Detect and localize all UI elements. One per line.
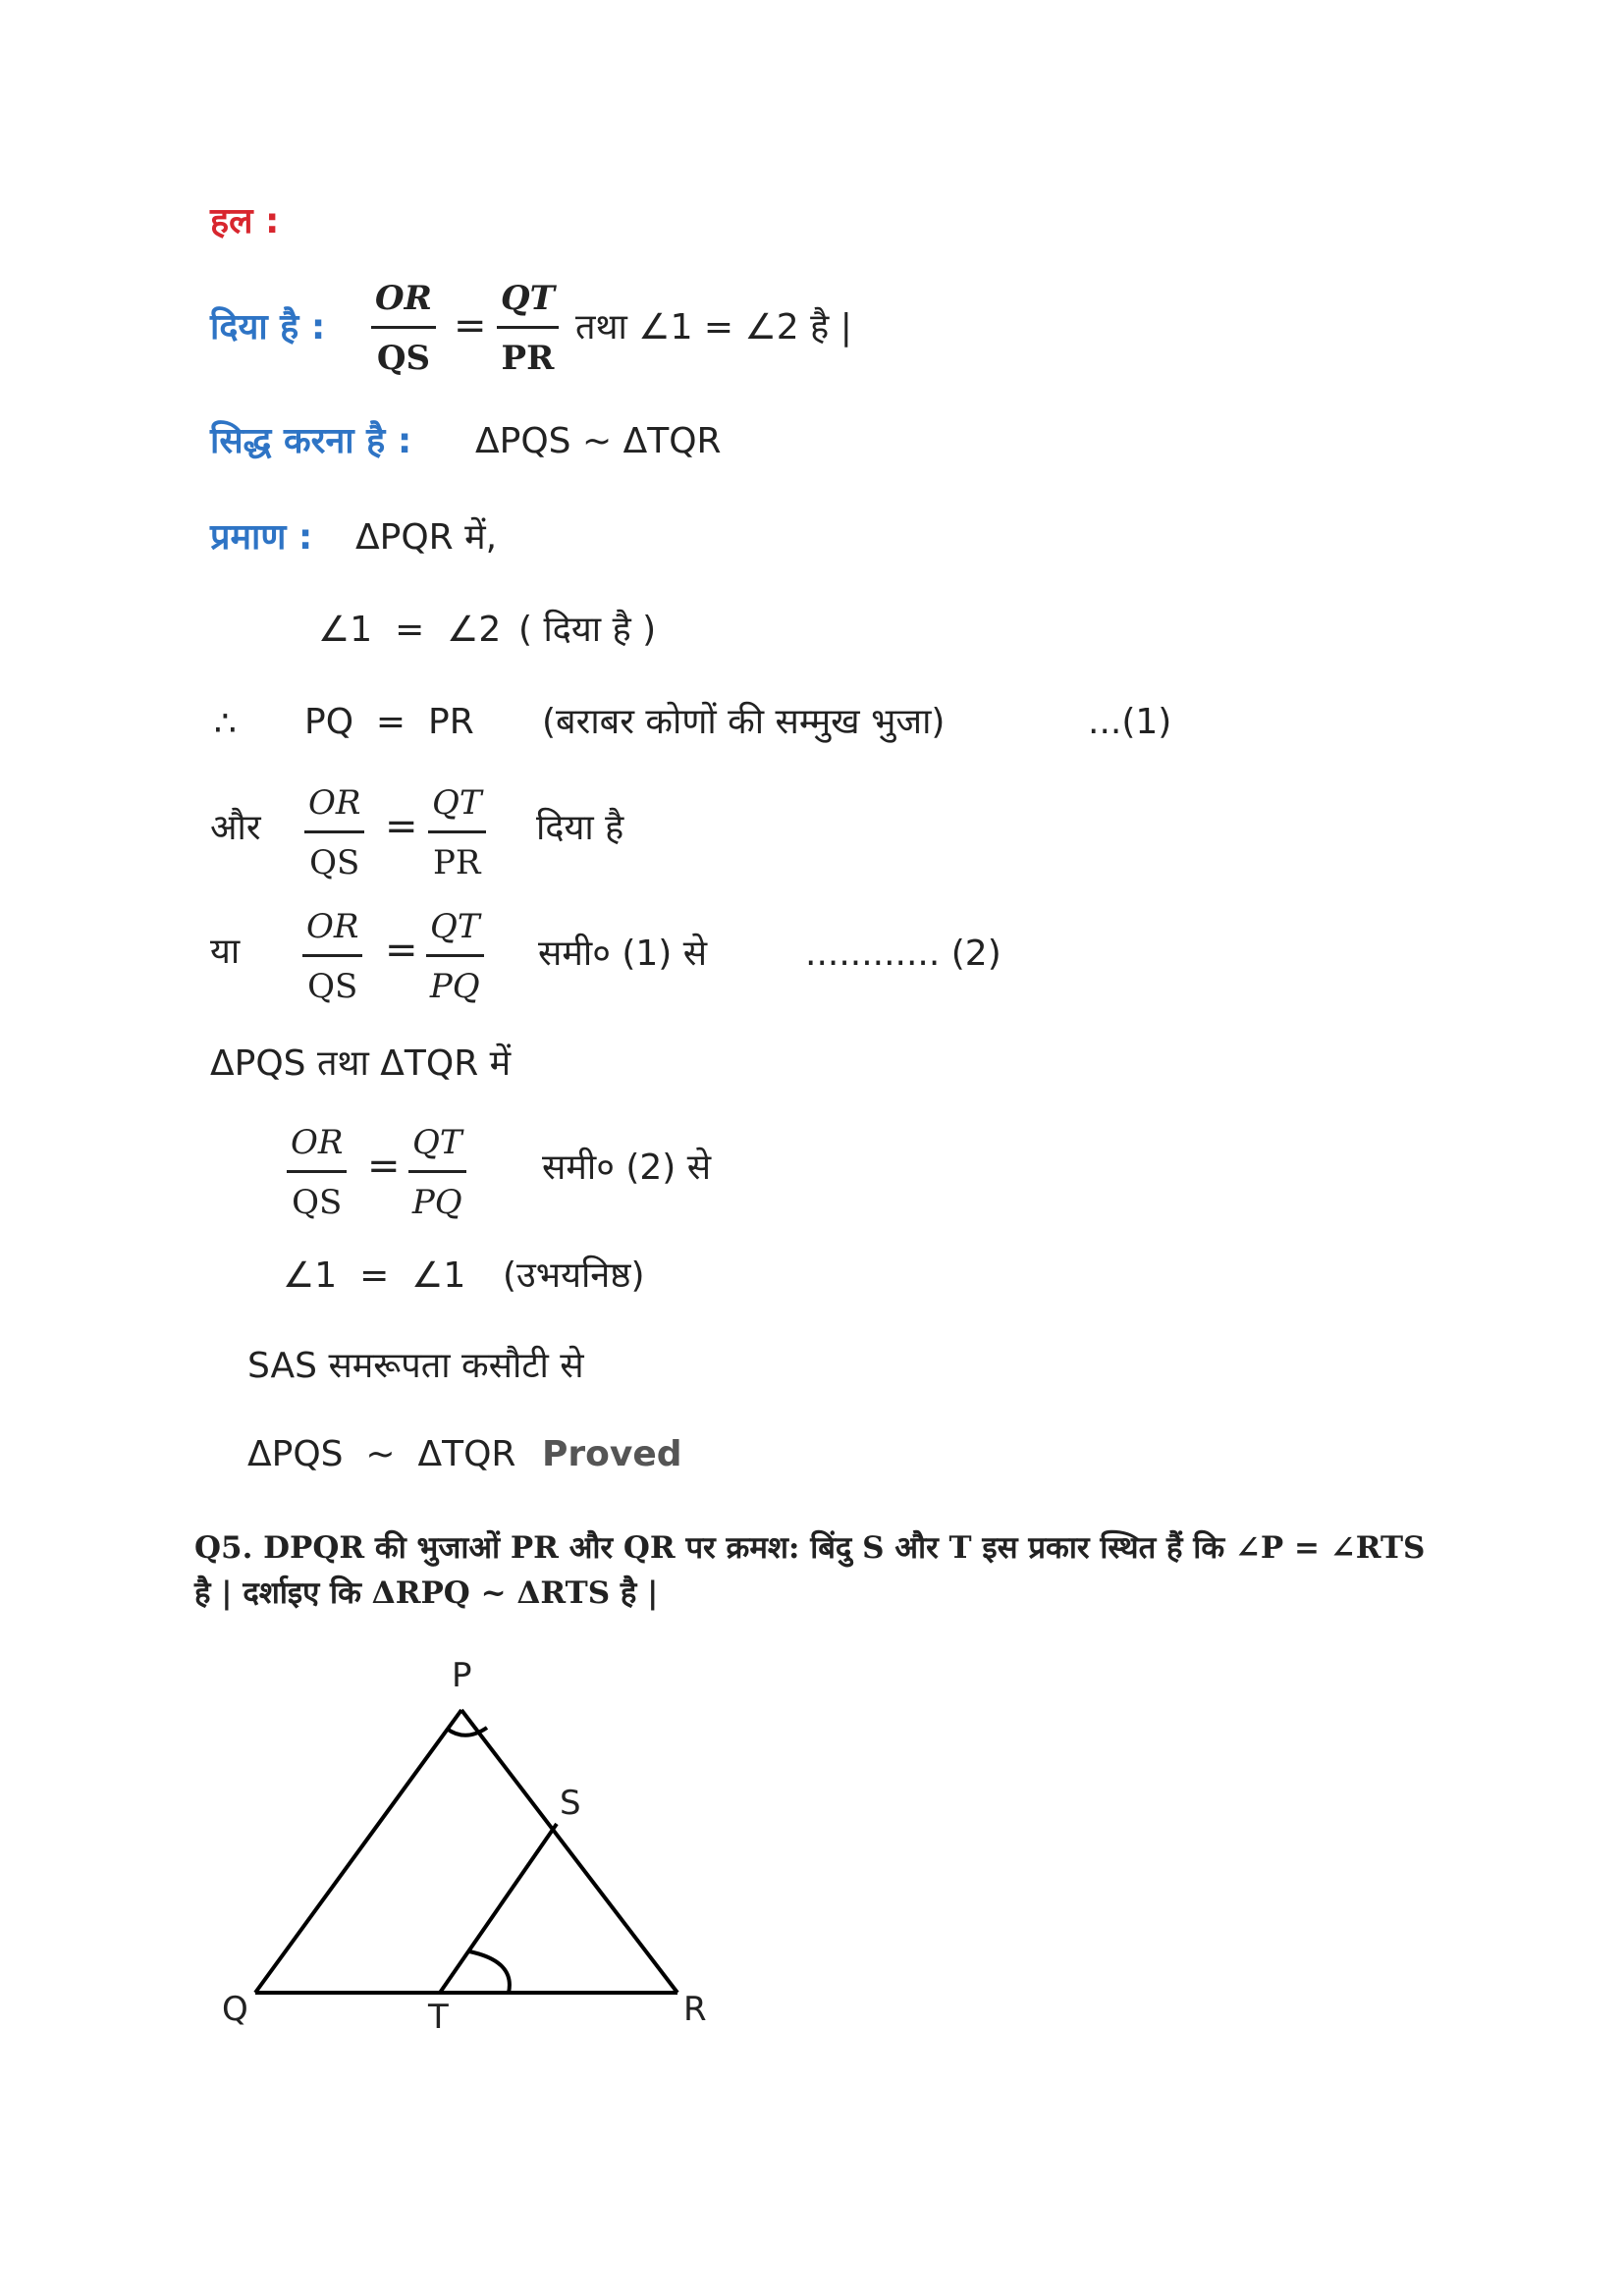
equals-sign: = <box>454 303 487 348</box>
equals-sign: = <box>385 928 418 973</box>
step8-text: SAS समरूपता कसौटी से <box>247 1346 584 1386</box>
fraction-denominator: QS <box>292 1183 343 1222</box>
step2-reason: (बराबर कोणों की सम्मुख भुजा) <box>542 702 946 742</box>
fraction-numerator: QT <box>428 783 486 833</box>
fraction-denominator: PQ <box>429 967 480 1006</box>
vertex-label-p: P <box>452 1656 472 1695</box>
step1-reason: ( दिया है ) <box>518 610 657 650</box>
proof-intro: ΔPQR में, <box>355 517 498 558</box>
fraction-numerator: OR <box>371 279 436 329</box>
fraction-denominator: PQ <box>411 1183 462 1222</box>
step2-reference: ...(1) <box>1088 702 1172 742</box>
vertex-label-r: R <box>683 1990 707 2029</box>
step7-expression: ∠1 = ∠1 <box>283 1255 466 1296</box>
proof-label: प्रमाण : <box>210 517 313 558</box>
to-prove-label: सिद्ध करना है : <box>210 421 412 461</box>
step2-expression: PQ = PR <box>304 702 474 742</box>
step4-reference: ............ (2) <box>805 934 1001 974</box>
step9-expression: ΔPQS ~ ΔTQR <box>247 1434 516 1474</box>
question5-line2: है | दर्शाइए कि ΔRPQ ~ ΔRTS है | <box>194 1575 659 1611</box>
given-condition: तथा ∠1 = ∠2 है | <box>575 307 852 347</box>
fraction-numerator: OR <box>304 783 364 833</box>
side-pr <box>461 1710 677 1993</box>
therefore-symbol: ∴ <box>214 704 237 744</box>
fraction-denominator: QS <box>307 967 358 1006</box>
side-pq <box>255 1710 461 1993</box>
vertex-label-q: Q <box>222 1990 248 2029</box>
vertex-label-s: S <box>560 1784 581 1823</box>
fraction-numerator: QT <box>426 907 484 957</box>
angle-rts-arc <box>469 1951 510 1993</box>
step1-expression: ∠1 = ∠2 <box>318 610 502 650</box>
step4-prefix: या <box>210 932 241 972</box>
fraction-numerator: QT <box>497 279 559 329</box>
to-prove-statement: ΔPQS ~ ΔTQR <box>475 421 722 461</box>
fraction-numerator: OR <box>287 1123 347 1173</box>
vertex-label-t: T <box>428 1998 449 2037</box>
step3-reason: दिया है <box>536 808 624 848</box>
step6-reason: समी० (2) से <box>542 1148 712 1188</box>
fraction-numerator: OR <box>302 907 362 957</box>
step3-prefix: और <box>210 808 261 848</box>
segment-st <box>440 1824 557 1993</box>
step7-reason: (उभयनिष्ठ) <box>503 1255 645 1296</box>
fraction-denominator: PR <box>433 843 481 882</box>
equals-sign: = <box>367 1144 401 1189</box>
proved-label: Proved <box>542 1434 682 1474</box>
fraction-denominator: QS <box>309 843 360 882</box>
fraction-denominator: QS <box>376 339 431 378</box>
equals-sign: = <box>385 804 418 849</box>
solution-heading: हल : <box>210 201 280 241</box>
step4-reason: समी० (1) से <box>538 934 708 974</box>
fraction-numerator: QT <box>408 1123 466 1173</box>
step5-text: ΔPQS तथा ΔTQR में <box>210 1043 512 1084</box>
fraction-denominator: PR <box>501 339 555 378</box>
question5-line1: Q5. DPQR की भुजाओं PR और QR पर क्रमश: बिंदु S और T इस प्रकार स्थित हैं कि ∠P = ∠RTS <box>194 1530 1426 1566</box>
given-label: दिया है : <box>210 307 326 347</box>
